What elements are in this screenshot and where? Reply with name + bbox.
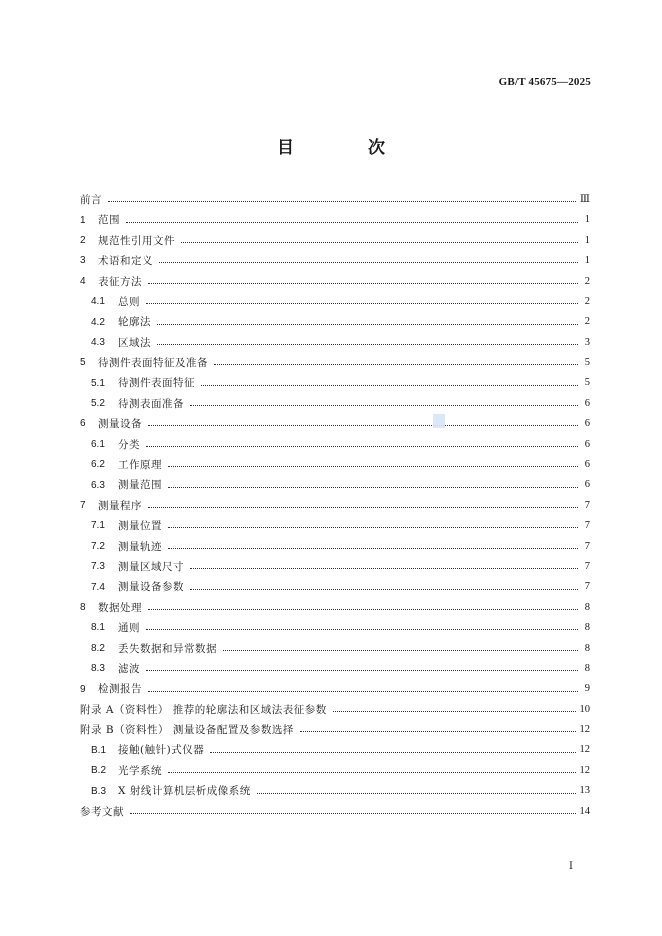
- toc-entry-title: 检测报告: [98, 683, 142, 696]
- toc-entry-title: 测量设备: [98, 418, 142, 431]
- toc-entry[interactable]: [80, 577, 590, 597]
- toc-entry-page: 2: [584, 295, 590, 307]
- watermark-mark: [433, 414, 445, 428]
- toc-entry-number: 4.1: [91, 296, 105, 308]
- toc-dot-leader: [181, 241, 578, 243]
- toc-dot-leader: [148, 690, 578, 692]
- toc-dot-leader: [300, 730, 576, 732]
- toc-entry-title: 数据处理: [98, 601, 142, 614]
- toc-entry-number: 8.2: [91, 642, 105, 654]
- toc-entry-number: 7.1: [91, 520, 105, 532]
- toc-entry-page: 6: [584, 418, 590, 430]
- toc-entry[interactable]: [80, 333, 590, 353]
- toc-entry[interactable]: [80, 414, 590, 434]
- toc-dot-leader: [168, 547, 578, 549]
- toc-dot-leader: [148, 424, 578, 426]
- toc-entry-number: B.2: [91, 765, 107, 777]
- toc-dot-leader: [168, 771, 576, 773]
- toc-dot-leader: [108, 200, 576, 202]
- toc-entry-page: 5: [584, 357, 590, 369]
- toc-entry-number: 8.3: [91, 663, 105, 675]
- toc-entry-page: 3: [584, 336, 590, 348]
- toc-entry-title: 丢失数据和异常数据: [118, 642, 217, 655]
- toc-entry-number: B.3: [91, 785, 107, 797]
- toc-dot-leader: [146, 302, 578, 304]
- toc-entry-title: 附录 B（资料性） 测量设备配置及参数选择: [80, 724, 294, 737]
- toc-entry-title: 工作原理: [118, 459, 162, 472]
- toc-entry-page: 7: [584, 540, 590, 552]
- toc-entry[interactable]: [80, 210, 590, 230]
- toc-entry-page: 6: [584, 479, 590, 491]
- toc-entry[interactable]: [80, 190, 590, 210]
- toc-entry-page: 12: [579, 744, 590, 756]
- toc-dot-leader: [159, 261, 578, 263]
- toc-entry-number: 7.2: [91, 540, 105, 552]
- toc-entry-title: 通则: [118, 622, 140, 635]
- page-title: 目 次: [277, 138, 419, 158]
- table-of-contents: [80, 190, 590, 822]
- toc-entry-title: 规范性引用文件: [98, 234, 175, 247]
- toc-dot-leader: [168, 465, 578, 467]
- toc-entry-title: 区域法: [118, 336, 151, 349]
- toc-entry-page: 7: [584, 499, 590, 511]
- toc-entry[interactable]: [80, 761, 590, 781]
- toc-entry-page: 1: [584, 234, 590, 246]
- toc-entry-number: B.1: [91, 744, 107, 756]
- toc-entry[interactable]: [80, 312, 590, 332]
- toc-entry-page: 7: [584, 581, 590, 593]
- toc-entry-title: 附录 A（资料性） 推荐的轮廓法和区域法表征参数: [80, 703, 327, 716]
- toc-entry[interactable]: [80, 435, 590, 455]
- toc-entry-number: 6.1: [91, 438, 105, 450]
- toc-entry[interactable]: [80, 455, 590, 475]
- toc-entry[interactable]: [80, 802, 590, 822]
- toc-entry-number: 5.1: [91, 377, 105, 389]
- toc-entry-title: 测量设备参数: [118, 581, 184, 594]
- toc-entry[interactable]: [80, 659, 590, 679]
- toc-entry[interactable]: [80, 251, 590, 271]
- toc-entry-number: 7.3: [91, 561, 105, 573]
- toc-entry-title: 接触(触针)式仪器: [118, 744, 205, 757]
- toc-entry-page: 9: [584, 683, 590, 695]
- toc-entry-title: 参考文献: [80, 805, 124, 818]
- toc-entry-page: 14: [579, 805, 590, 817]
- toc-dot-leader: [146, 669, 578, 671]
- toc-entry-page: 2: [584, 275, 590, 287]
- toc-entry-number: 7.4: [91, 581, 105, 593]
- toc-entry-page: 6: [584, 397, 590, 409]
- toc-entry[interactable]: [80, 618, 590, 638]
- toc-entry-title: 待测表面准备: [118, 397, 184, 410]
- toc-entry[interactable]: [80, 496, 590, 516]
- toc-entry-number: 9: [80, 683, 86, 695]
- toc-entry-page: 2: [584, 316, 590, 328]
- toc-dot-leader: [210, 751, 575, 753]
- toc-entry[interactable]: [80, 781, 590, 801]
- toc-entry-page: 12: [579, 764, 590, 776]
- toc-dot-leader: [148, 282, 578, 284]
- toc-entry-page: 6: [584, 459, 590, 471]
- toc-entry-title: 表征方法: [98, 275, 142, 288]
- toc-entry-number: 7: [80, 500, 86, 512]
- toc-entry-page: 1: [584, 214, 590, 226]
- toc-entry-title: 轮廓法: [118, 316, 151, 329]
- toc-dot-leader: [146, 628, 578, 630]
- toc-entry[interactable]: [80, 353, 590, 373]
- toc-dot-leader: [148, 608, 578, 610]
- toc-dot-leader: [333, 710, 576, 712]
- toc-entry[interactable]: [80, 475, 590, 495]
- toc-dot-leader: [223, 649, 578, 651]
- toc-entry-number: 3: [80, 255, 86, 267]
- toc-entry-title: 前言: [80, 193, 102, 206]
- toc-dot-leader: [190, 404, 578, 406]
- toc-dot-leader: [148, 506, 578, 508]
- toc-entry-title: 范围: [98, 214, 120, 227]
- toc-dot-leader: [157, 323, 578, 325]
- footer-page-number: Ⅰ: [569, 861, 573, 872]
- toc-entry-title: 滤波: [118, 662, 140, 675]
- toc-entry[interactable]: [80, 639, 590, 659]
- toc-entry-title: 光学系统: [118, 764, 162, 777]
- toc-entry-page: 8: [584, 601, 590, 613]
- toc-dot-leader: [168, 526, 578, 528]
- toc-entry[interactable]: [80, 741, 590, 761]
- toc-dot-leader: [146, 445, 578, 447]
- toc-entry-number: 8.1: [91, 622, 105, 634]
- toc-entry-title: 分类: [118, 438, 140, 451]
- toc-dot-leader: [190, 567, 578, 569]
- toc-entry-page: 7: [584, 560, 590, 572]
- toc-entry[interactable]: [80, 374, 590, 394]
- toc-entry-page: 8: [584, 662, 590, 674]
- toc-entry-title: 测量程序: [98, 499, 142, 512]
- toc-entry[interactable]: [80, 537, 590, 557]
- toc-dot-leader: [190, 588, 578, 590]
- toc-entry-title: 测量位置: [118, 520, 162, 533]
- toc-dot-leader: [157, 343, 578, 345]
- toc-entry-page: 7: [584, 520, 590, 532]
- toc-entry-number: 8: [80, 602, 86, 613]
- toc-entry-title: X 射线计算机层析成像系统: [118, 785, 251, 798]
- toc-dot-leader: [126, 221, 578, 223]
- toc-entry-page: 10: [579, 703, 590, 715]
- toc-entry-title: 待测件表面特征: [118, 377, 195, 390]
- toc-entry-title: 测量区域尺寸: [118, 560, 184, 573]
- toc-entry-title: 术语和定义: [98, 255, 153, 268]
- toc-entry-page: 13: [579, 785, 590, 797]
- toc-dot-leader: [257, 792, 576, 794]
- toc-entry-number: 5: [80, 357, 86, 369]
- toc-entry-number: 1: [80, 214, 86, 226]
- toc-entry-title: 待测件表面特征及准备: [98, 357, 208, 370]
- toc-dot-leader: [214, 363, 578, 365]
- toc-entry-number: 2: [80, 234, 86, 246]
- toc-entry[interactable]: [80, 292, 590, 312]
- toc-entry-page: 6: [584, 438, 590, 450]
- toc-entry[interactable]: [80, 720, 590, 740]
- toc-dot-leader: [168, 486, 578, 488]
- toc-entry-page: 5: [584, 377, 590, 389]
- toc-dot-leader: [201, 384, 578, 386]
- toc-entry-number: 4.3: [91, 336, 105, 348]
- toc-entry-number: 5.2: [91, 398, 105, 410]
- toc-entry[interactable]: [80, 557, 590, 577]
- toc-entry-number: 6.3: [91, 479, 105, 491]
- toc-entry[interactable]: [80, 700, 590, 720]
- toc-entry[interactable]: [80, 272, 590, 292]
- toc-entry-page: Ⅲ: [579, 193, 590, 205]
- toc-entry-page: 1: [584, 255, 590, 267]
- toc-entry[interactable]: [80, 394, 590, 414]
- toc-entry-page: 8: [584, 642, 590, 654]
- toc-entry-title: 测量范围: [118, 479, 162, 492]
- toc-entry-page: 12: [579, 724, 590, 736]
- toc-entry-title: 测量轨迹: [118, 540, 162, 553]
- toc-entry[interactable]: [80, 231, 590, 251]
- toc-dot-leader: [130, 812, 576, 814]
- toc-entry-number: 4.2: [91, 316, 105, 328]
- toc-entry-page: 8: [584, 622, 590, 634]
- toc-entry-number: 6: [80, 418, 86, 430]
- toc-entry[interactable]: [80, 679, 590, 699]
- toc-entry-number: 6.2: [91, 459, 105, 471]
- toc-entry-number: 4: [80, 275, 86, 287]
- standard-number: GB/T 45675—2025: [498, 76, 591, 88]
- toc-entry[interactable]: [80, 516, 590, 536]
- toc-entry-title: 总则: [118, 295, 140, 308]
- toc-entry[interactable]: [80, 598, 590, 618]
